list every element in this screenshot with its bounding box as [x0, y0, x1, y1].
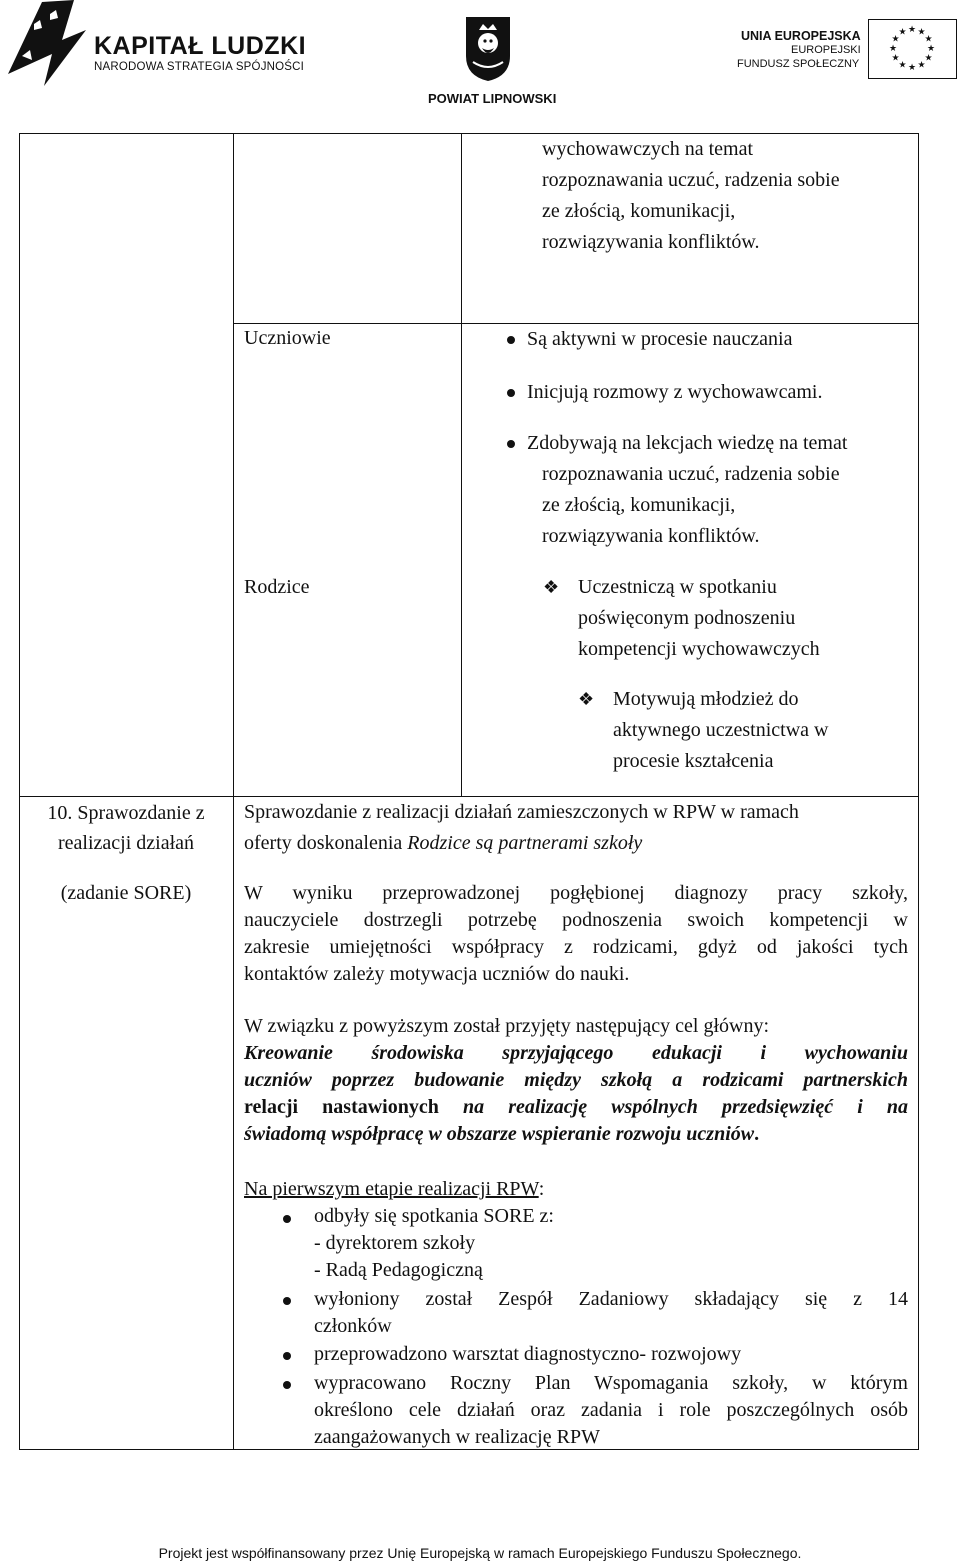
list-item-cont: poświęconym podnoszeniu	[578, 607, 796, 629]
eu-flag-icon	[868, 19, 957, 79]
goal-part: relacji nastawionych	[244, 1096, 439, 1118]
diamond-bullet-icon: ❖	[578, 689, 595, 709]
uczniowie-label: Uczniowie	[244, 327, 331, 349]
list-item-cont: rozpoznawania uczuć, radzenia sobie	[542, 463, 840, 485]
bullet-icon	[283, 1352, 291, 1360]
top-line: ze złością, komunikacji,	[542, 200, 736, 222]
goal-intro: W związku z powyższym został przyjęty następujący cel główny:	[244, 1015, 770, 1037]
list-item: Motywują młodzież do	[613, 688, 799, 710]
kapital-ludzki-title: KAPITAŁ LUDZKI	[94, 32, 307, 60]
intro-line1: Sprawozdanie z realizacji działań zamieszczonych w RPW w ramach	[244, 801, 799, 823]
para1-line: kontaktów zależy motywacja uczniów do nauki.	[244, 963, 630, 985]
stage-colon: :	[538, 1178, 545, 1200]
eu-star-icon: ★	[924, 52, 933, 63]
bullet-icon	[283, 1297, 291, 1305]
list-item-cont: procesie kształcenia	[613, 750, 774, 772]
top-line: rozwiązywania konfliktów.	[542, 231, 760, 253]
section-title-line2: realizacji działań	[57, 832, 194, 854]
intro-line2	[244, 828, 642, 859]
ue-line2: EUROPEJSKI	[791, 44, 861, 56]
stage-heading-text: Na pierwszym etapie realizacji RPW	[244, 1178, 539, 1200]
bullet-icon	[507, 440, 515, 448]
section-title-line1: 10. Sprawozdanie z	[47, 802, 205, 824]
list-item-cont: aktywnego uczestnictwa w	[613, 719, 829, 741]
goal-line	[244, 1121, 908, 1148]
list-item-cont: - dyrektorem szkoły	[314, 1232, 476, 1254]
goal-line	[244, 1094, 908, 1121]
kapital-ludzki-emblem-icon	[4, 0, 90, 92]
list-item-cont: określono cele działań oraz zadania i role poszczególnych osób	[314, 1399, 908, 1421]
goal-line: uczniów poprzez budowanie między szkołą a rodzicami partnerskich	[244, 1069, 908, 1091]
goal-paragraph	[244, 1013, 908, 1148]
para1-line: zakresie umiejętności współpracy z rodzicami, gdyż od jakości tych	[244, 936, 908, 958]
eu-star-icon: ★	[917, 26, 926, 37]
goal-part: świadomą współpracę w obszarze wspieranie rozwoju uczniów	[244, 1123, 755, 1145]
top-line: rozpoznawania uczuć, radzenia sobie	[542, 169, 840, 191]
bullet-icon	[283, 1381, 291, 1389]
ue-line3: FUNDUSZ SPOŁECZNY	[737, 58, 860, 70]
list-item-cont: ze złością, komunikacji,	[542, 494, 736, 516]
list-item: wypracowano Roczny Plan Wspomagania szkoły, w którym	[314, 1372, 908, 1394]
para1-line: W wyniku przeprowadzonej pogłębionej diagnozy pracy szkoły,	[244, 882, 908, 904]
para1-line: nauczyciele dostrzegli potrzebę podnoszenia swoich kompetencji w	[244, 909, 908, 931]
list-item-cont: - Radą Pedagogiczną	[314, 1259, 483, 1281]
goal-part: na realizację wspólnych przedsięwzięć i na	[438, 1096, 908, 1118]
bullet-icon	[283, 1215, 291, 1223]
eu-star-icon: ★	[888, 43, 898, 53]
goal-part: .	[754, 1123, 760, 1145]
list-item: Zdobywają na lekcjach wiedzę na temat	[527, 432, 848, 454]
eu-star-icon: ★	[891, 52, 900, 63]
section-subtitle: (zadanie SORE)	[60, 882, 192, 904]
list-item: przeprowadzono warsztat diagnostyczno- rozwojowy	[314, 1343, 742, 1365]
powiat-lipnowski-caption: POWIAT LIPNOWSKI	[428, 91, 557, 106]
list-item-cont: zaangażowanych w realizację RPW	[314, 1426, 600, 1448]
rodzice-label: Rodzice	[244, 576, 310, 598]
eu-star-icon: ★	[898, 59, 907, 70]
intro-plain: oferty doskonalenia	[244, 832, 408, 854]
kapital-ludzki-subtitle: NARODOWA STRATEGIA SPÓJNOŚCI	[94, 61, 305, 73]
program-name: Rodzice są partnerami szkoły	[407, 832, 643, 854]
bullet-icon	[507, 389, 515, 397]
eu-star-icon: ★	[891, 33, 900, 44]
top-line: wychowawczych na temat	[542, 138, 754, 160]
eu-star-icon: ★	[917, 59, 926, 70]
goal-line: Kreowanie środowiska sprzyjającego edukacji i wychowaniu	[244, 1042, 908, 1064]
list-item: Uczestniczą w spotkaniu	[578, 576, 777, 598]
eu-star-icon: ★	[907, 62, 917, 72]
coat-of-arms-icon	[465, 16, 511, 82]
list-item-cont: kompetencji wychowawczych	[578, 638, 820, 660]
list-item-cont: członków	[314, 1315, 392, 1337]
list-item: Inicjują rozmowy z wychowawcami.	[527, 381, 823, 403]
ue-line1: UNIA EUROPEJSKA	[741, 29, 861, 43]
eu-star-icon: ★	[898, 26, 907, 37]
eu-star-icon: ★	[926, 43, 936, 53]
list-item-cont: rozwiązywania konfliktów.	[542, 525, 760, 547]
eu-star-icon: ★	[924, 33, 933, 44]
diamond-bullet-icon: ❖	[543, 577, 560, 597]
list-item: odbyły się spotkania SORE z:	[314, 1205, 554, 1227]
para1	[244, 880, 908, 988]
eu-star-icon: ★	[907, 24, 917, 34]
page-footer: Projekt jest współfinansowany przez Unię Europejską w ramach Europejskiego Funduszu Społecznego.	[158, 1545, 802, 1561]
list-item: wyłoniony został Zespół Zadaniowy składający się z 14	[314, 1288, 908, 1310]
list-item: Są aktywni w procesie nauczania	[527, 328, 793, 350]
bullet-icon	[507, 336, 515, 344]
stage-heading	[244, 1174, 544, 1205]
